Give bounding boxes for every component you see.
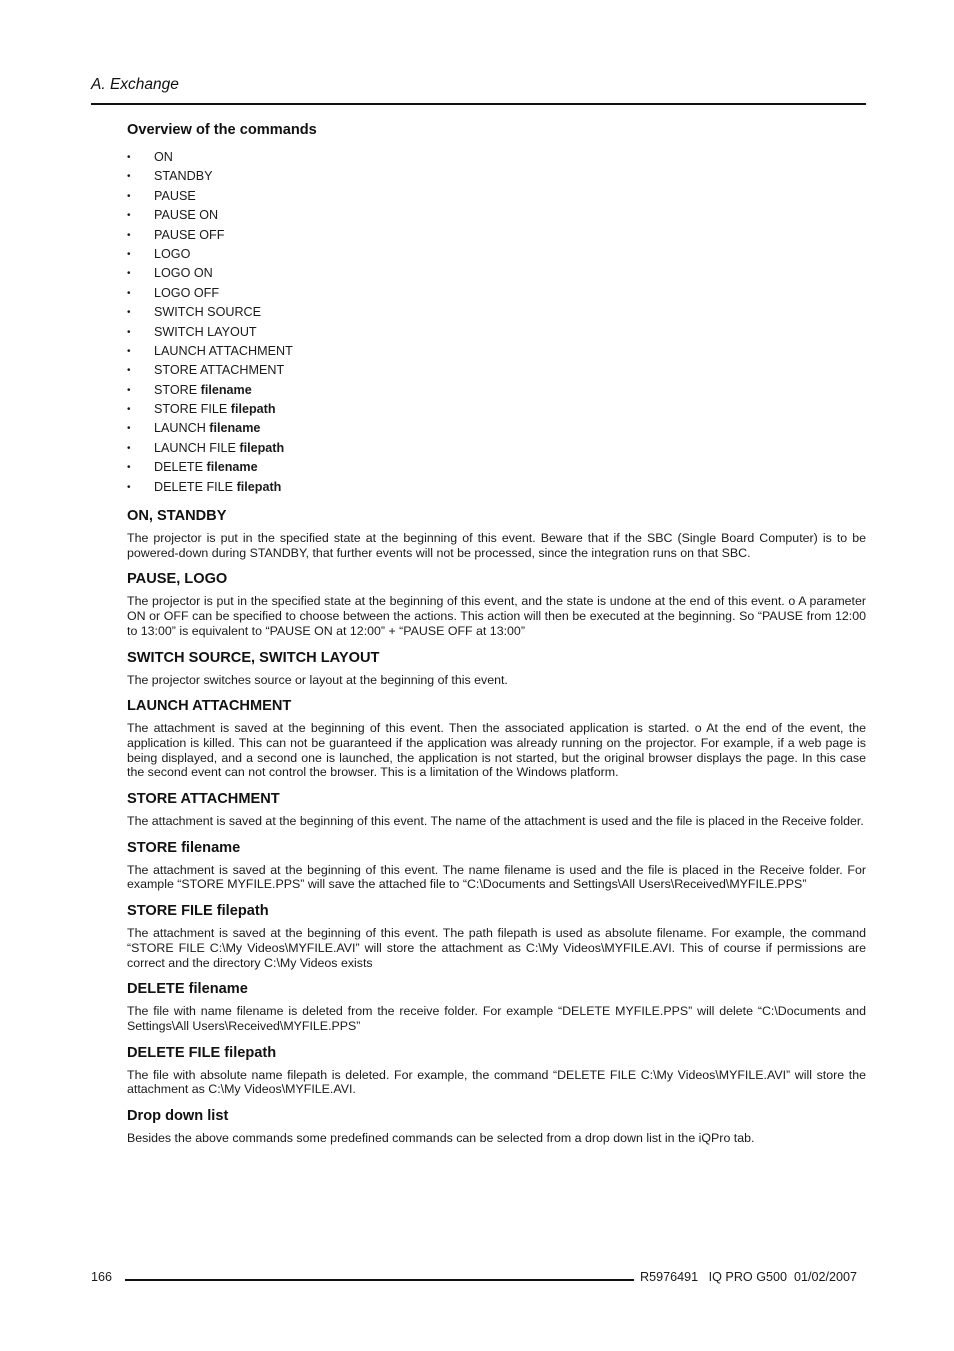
header-rule — [91, 103, 866, 105]
command-list-item — [127, 167, 866, 186]
command-text: SWITCH LAYOUT — [154, 324, 257, 339]
command-text: LOGO OFF — [154, 285, 220, 300]
bullet-icon: • — [127, 248, 131, 260]
section-heading: STORE FILE filepath — [127, 903, 269, 920]
command-text: STORE ATTACHMENT — [154, 363, 285, 378]
bullet-icon: • — [127, 442, 131, 454]
section — [127, 789, 866, 829]
section — [127, 838, 866, 892]
bullet-icon: • — [127, 268, 131, 280]
command-list-item — [127, 303, 866, 322]
page-content — [127, 120, 866, 1146]
command-text: LAUNCH — [154, 421, 210, 436]
chapter-title: A. Exchange — [91, 76, 179, 93]
command-list-item — [127, 323, 866, 342]
command-list-item — [127, 400, 866, 419]
command-text: SWITCH SOURCE — [154, 305, 262, 320]
section-heading: DELETE filename — [127, 981, 248, 998]
footer-rule — [125, 1279, 634, 1281]
bullet-icon: • — [127, 345, 131, 357]
section-body: Besides the above commands some predefined commands can be selected from a drop down list in the iQPro tab. — [127, 1131, 755, 1146]
section-heading: STORE filename — [127, 839, 241, 856]
command-list-item — [127, 206, 866, 225]
section — [127, 901, 866, 970]
command-parameter: filepath — [239, 440, 285, 455]
command-list-item — [127, 264, 866, 283]
command-list-item — [127, 381, 866, 400]
section-body: The file with name filename is deleted from the receive folder. For example “DELETE MYFILE.PPS” will delete “C:\Documents and Settings\All Users\Received\MYFILE.PPS” — [127, 1004, 866, 1033]
command-list-item — [127, 226, 866, 245]
command-text: PAUSE ON — [154, 208, 219, 223]
bullet-icon: • — [127, 423, 131, 435]
command-list-item — [127, 284, 866, 303]
command-list-item — [127, 342, 866, 361]
section-body: The attachment is saved at the beginning of this event. The name filename is used and the file is placed in the Receive folder. For example “STORE MYFILE.PPS” will save the attached file to “C:\Documents and Settings\All Users\Received\MYFILE.PPS” — [127, 862, 866, 892]
command-parameter: filepath — [230, 402, 276, 417]
command-parameter: filename — [200, 382, 252, 397]
bullet-icon: • — [127, 152, 131, 163]
bullet-icon: • — [127, 287, 131, 299]
section — [127, 1043, 866, 1097]
bullet-icon: • — [127, 307, 131, 319]
bullet-icon: • — [127, 229, 131, 241]
command-text: STORE FILE — [154, 402, 231, 417]
section — [127, 506, 866, 560]
section — [127, 979, 866, 1033]
command-parameter: filepath — [236, 479, 282, 494]
section — [127, 696, 866, 780]
command-list-item — [127, 245, 866, 264]
command-list-item — [127, 478, 866, 497]
command-list-item — [127, 187, 866, 206]
section-heading: STORE ATTACHMENT — [127, 791, 280, 808]
section-heading: SWITCH SOURCE, SWITCH LAYOUT — [127, 649, 380, 666]
section — [127, 569, 866, 638]
command-list-item — [127, 439, 866, 458]
section-body: The file with absolute name filepath is deleted. For example, the command “DELETE FILE C:\My Videos\MYFILE.AVI” will store the attachment as C:\My Videos\MYFILE.AVI. — [127, 1067, 866, 1097]
sections-container — [127, 506, 866, 1146]
command-list-item — [127, 361, 866, 380]
command-text: LAUNCH FILE — [154, 440, 240, 455]
section-body: The attachment is saved at the beginning of this event. The name of the attachment is used and the file is placed in the Receive folder. — [127, 814, 864, 829]
section-body: The attachment is saved at the beginning of this event. Then the associated application is started. o At the end of the event, the application is killed. This can not be guaranteed if the application was already running on the projector. For example, if a web page is being displayed, and a second one is launched, the application is not started, but the original browser displays the page. In this case the second event can not control the browser. This is a limitation of the Windows platform. — [127, 721, 866, 780]
command-text: STANDBY — [154, 169, 213, 184]
section-heading: Drop down list — [127, 1108, 229, 1125]
command-list-item — [127, 148, 866, 167]
section — [127, 648, 866, 688]
page-number: 166 — [91, 1270, 113, 1284]
overview-heading: Overview of the commands — [127, 122, 317, 138]
command-parameter: filename — [206, 460, 258, 475]
section-heading: DELETE FILE filepath — [127, 1044, 277, 1061]
command-parameter: filename — [209, 421, 261, 436]
command-list-item — [127, 419, 866, 438]
bullet-icon: • — [127, 326, 131, 338]
command-text: DELETE FILE — [154, 479, 237, 494]
command-list — [127, 148, 866, 497]
bullet-icon: • — [127, 384, 131, 396]
bullet-icon: • — [127, 481, 131, 493]
bullet-icon: • — [127, 365, 131, 377]
bullet-icon: • — [127, 190, 131, 202]
command-text: STORE — [154, 382, 201, 397]
document-reference: R5976491 IQ PRO G500 01/02/2007 — [640, 1270, 858, 1284]
command-text: ON — [154, 150, 173, 164]
command-text: PAUSE OFF — [154, 227, 225, 242]
section-heading: ON, STANDBY — [127, 508, 227, 525]
section-body: The projector switches source or layout at the beginning of this event. — [127, 672, 508, 687]
command-text: LOGO ON — [154, 266, 213, 281]
command-text: LAUNCH ATTACHMENT — [154, 343, 293, 358]
section-body: The attachment is saved at the beginning of this event. The path filepath is used as absolute filename. For example, the command “STORE FILE C:\My Videos\MYFILE.AVI” will store the attachment as C:\My Videos\MYFILE.AVI. This of course if permissions are correct and the directory C:\My Videos exists — [127, 926, 866, 970]
command-text: PAUSE — [154, 188, 196, 203]
section-body: The projector is put in the specified state at the beginning of this event. Beware that if the SBC (Single Board Computer) is to be powered-down during STANDBY, that further events will not be processed, since the integration runs on that SBC. — [127, 531, 866, 560]
command-text: LOGO — [154, 246, 191, 261]
section-body: The projector is put in the specified state at the beginning of this event, and the state is undone at the end of this event. o A parameter ON or OFF can be specified to choose between the actions. This action will then be executed at the beginning. So “PAUSE from 12:00 to 13:00” is equivalent to “PAUSE ON at 12:00” + “PAUSE OFF at 13:00” — [127, 594, 866, 638]
bullet-icon: • — [127, 171, 131, 183]
bullet-icon: • — [127, 462, 131, 474]
bullet-icon: • — [127, 210, 131, 222]
section-heading: LAUNCH ATTACHMENT — [127, 698, 292, 715]
command-text: DELETE — [154, 460, 207, 475]
section-heading: PAUSE, LOGO — [127, 571, 228, 588]
bullet-icon: • — [127, 404, 131, 416]
command-list-item — [127, 458, 866, 477]
section — [127, 1106, 866, 1146]
